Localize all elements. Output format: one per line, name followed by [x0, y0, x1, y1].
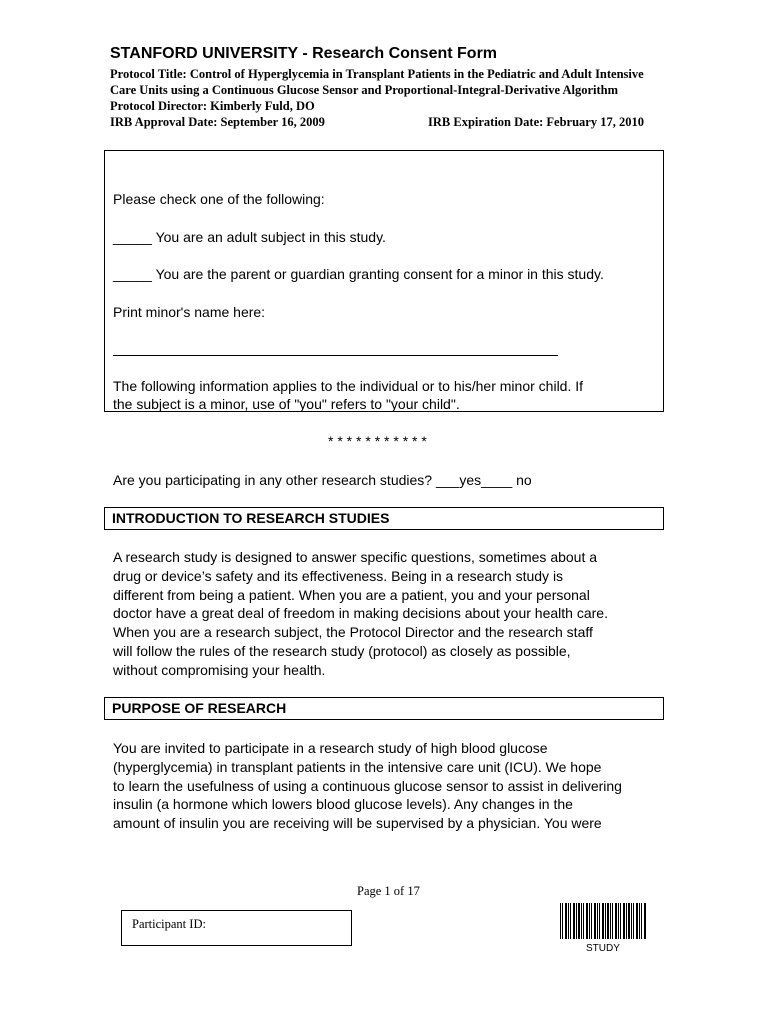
guardian-consent-option[interactable]: _____ You are the parent or guardian granting consent for a minor in this study.: [113, 266, 604, 282]
form-title: STANFORD UNIVERSITY - Research Consent Form: [110, 45, 498, 62]
paragraph-line: different from being a patient. When you are a patient, you and your personal: [113, 586, 590, 603]
paragraph-line: insulin (a hormone which lowers blood glucose levels). Any changes in the: [113, 796, 573, 813]
protocol-title-line-1: Protocol Title: Control of Hyperglycemia in Transplant Patients in the Pediatric and Adult Intensive: [110, 67, 644, 81]
paragraph-line: to learn the usefulness of using a continuous glucose sensor to assist in delivering: [113, 777, 622, 794]
other-studies-question[interactable]: Are you participating in any other research studies? ___yes____ no: [113, 472, 532, 488]
purpose-heading: PURPOSE OF RESEARCH: [112, 700, 287, 716]
intro-section-header: [104, 507, 664, 530]
paragraph-line: You are invited to participate in a research study of high blood glucose: [113, 740, 548, 756]
paragraph-line: amount of insulin you are receiving will be supervised by a physician. You were: [113, 815, 602, 832]
participant-id-box[interactable]: [121, 910, 352, 946]
applies-info-line-2: the subject is a minor, use of "you" refers to "your child".: [113, 396, 460, 412]
paragraph-line: doctor have a great deal of freedom in making decisions about your health care.: [113, 605, 608, 622]
applies-info-line-1: The following information applies to the individual or to his/her minor child. If: [113, 378, 584, 394]
irb-expiration-date: IRB Expiration Date: February 17, 2010: [428, 115, 644, 129]
paragraph-line: (hyperglycemia) in transplant patients in the intensive care unit (ICU). We hope: [113, 758, 602, 775]
paragraph-line: drug or device’s safety and its effectiveness. Being in a research study is: [113, 567, 564, 584]
protocol-director: Protocol Director: Kimberly Fuld, DO: [110, 99, 315, 113]
paragraph-line: A research study is designed to answer specific questions, sometimes about a: [113, 549, 598, 565]
minor-name-label: Print minor's name here:: [113, 304, 266, 320]
barcode-label: STUDY: [586, 943, 620, 954]
minor-name-field[interactable]: [113, 355, 558, 356]
paragraph-line: When you are a research subject, the Protocol Director and the research staff: [113, 624, 593, 641]
purpose-paragraph: [113, 739, 622, 833]
paragraph-line: will follow the rules of the research study (protocol) as closely as possible,: [113, 642, 571, 659]
barcode: [560, 903, 646, 939]
intro-paragraph: [113, 548, 608, 680]
adult-subject-option[interactable]: _____ You are an adult subject in this study.: [113, 229, 386, 245]
purpose-section-header: [104, 697, 664, 720]
asterisk-separator: * * * * * * * * * * *: [328, 433, 427, 449]
page-number: Page 1 of 17: [357, 884, 420, 898]
check-prompt: Please check one of the following:: [113, 191, 325, 207]
protocol-title-line-2: Care Units using a Continuous Glucose Sensor and Proportional-Integral-Derivative Algorithm: [110, 83, 619, 97]
irb-approval-date: IRB Approval Date: September 16, 2009: [110, 115, 325, 129]
paragraph-line: without compromising your health.: [113, 661, 326, 678]
participant-id-label: Participant ID:: [132, 917, 206, 931]
intro-heading: INTRODUCTION TO RESEARCH STUDIES: [112, 510, 390, 526]
